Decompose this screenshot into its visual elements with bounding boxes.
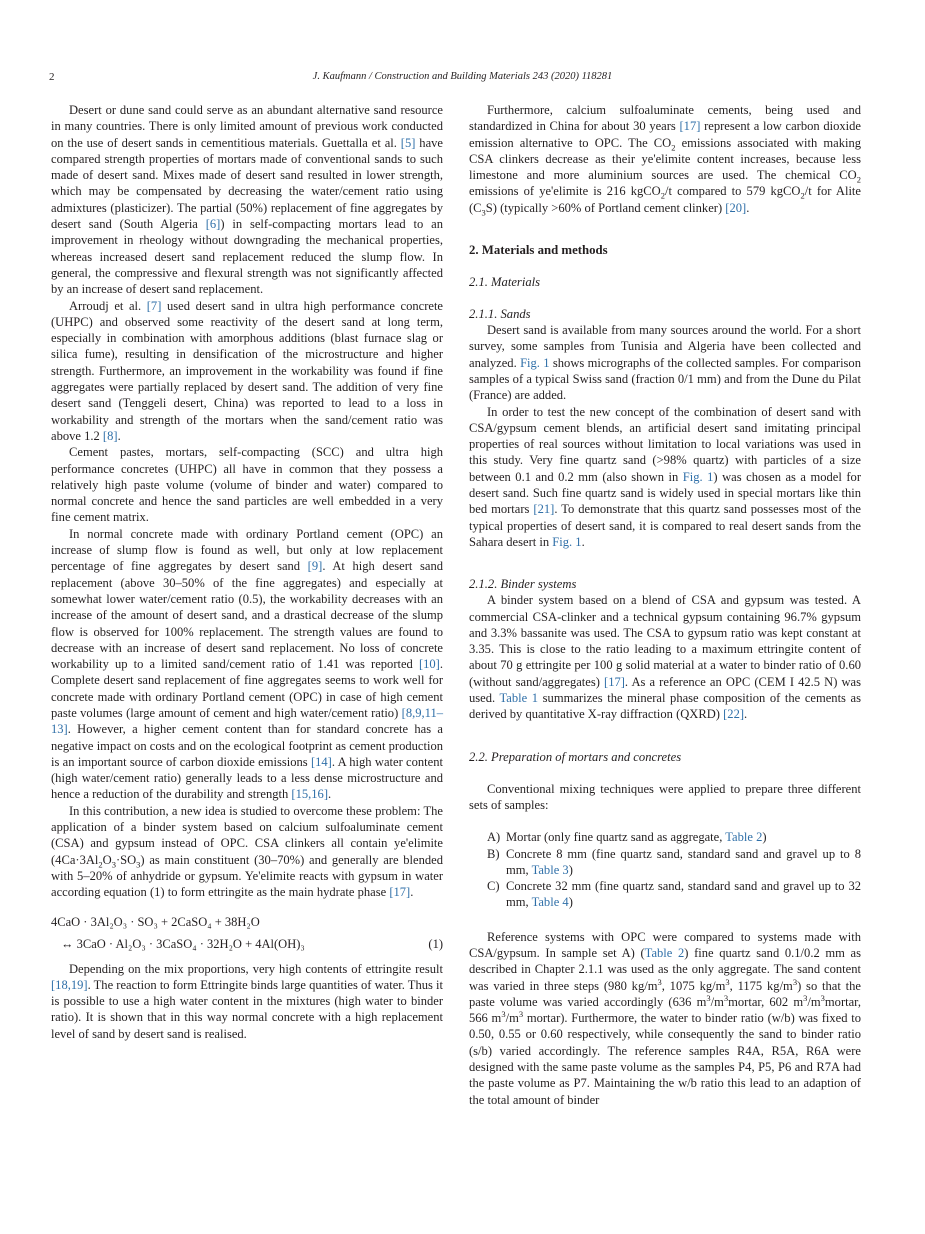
equation-1	[51, 911, 443, 955]
equation-line: ↔ 3CaO · Al₂O₃ · 3CaSO₄ · 32H₂O + 4Al(OH)₃	[61, 936, 305, 951]
citation-link[interactable]: [10]	[418, 657, 440, 672]
paragraph: Reference systems with OPC were compared to systems made with CSA/gypsum. In sample set A) (Table 2) fine quartz sand 0.1/0.2 mm as described in Chapter 2.1.1 was used as the only aggregate. The sand content was varied in three steps (980 $kg/m^3$, 1075 $kg/m^3$, 1175 $kg/m^3$) so that the paste volume was varied accordingly (636 $m^3/m^3mortar$, 602 $m^3/m^3mortar$, 566 $m^3/m^3$ mortar). Furthermore, the water to binder ratio (w/b) was fixed to 0.50, 0.55 or 0.60 respectively, while consequently the sand to binder ratio (s/b) varied accordingly. The reference samples R4A, R5A, R6A were designed with the same paste volume as the samples P4, P5, P6 and R7A had the paste volume as P7. Maintaining the w/b ratio this lead to an adaption of the total amount of binder	[469, 929, 862, 1107]
citation-link[interactable]: [5]	[400, 135, 416, 150]
subsubsection-heading: 2.1.1. Sands	[469, 307, 531, 322]
section-heading: 2. Materials and methods	[469, 243, 608, 258]
figure-link[interactable]: Fig. 1	[552, 534, 582, 549]
table-link[interactable]: Table 4	[531, 895, 569, 910]
table-link[interactable]: Table 1	[499, 691, 539, 706]
subsection-heading: 2.2. Preparation of mortars and concretes	[469, 749, 682, 764]
citation-link[interactable]: [7]	[146, 298, 162, 313]
list-item: C) Concrete 32 mm (fine quartz sand, standard sand and gravel up to 32 mm, Table 4)	[487, 879, 861, 910]
citation-link[interactable]: [17]	[604, 674, 625, 689]
paragraph: Furthermore, calcium sulfoaluminate cements, being used and standardized in China for about 30 years [17] represent a low carbon dioxide emission alternative to OPC. The $CO_2$ emissions associated with making CSA clinkers decrease as their ye'elimite content increases, because less limestone and more aluminium sources are used. The chemical $CO_2$ emissions of ye'elimite is 216 kgCO$_2$/t compared to 579 kgCO$_2$/t for Alite $(C_3S)$ (typically >60% of Portland cement clinker) [20].	[469, 103, 861, 218]
citation-link[interactable]: [8,9,11–13]	[51, 705, 443, 737]
citation-link[interactable]: [9]	[307, 559, 323, 574]
paragraph: In normal concrete made with ordinary Portland cement (OPC) an increase of slump flow is found as well, but only at low replacement percentage of fine aggregates by desert sand [9]. At high desert sand replacement (above 30–50% of the fine aggregates) and especially at somewhat lower water/cement ratio (0.5), the workability decreases with an increase of the amount of desert sand, and a drastical decrease of the slump flow is observed for 100% replacement. The strength values are found to decrease with an increase of desert sand replacement. No loss of concrete workability up to a limited sand/cement ratio of 1.41 was reported [10]. Complete desert sand replacement of fine aggregates seems to work well for concrete made with ordinary Portland cement (OPC) in case of high cement paste volumes (large amount of cement and high water/cement ratio) [8,9,11–13]. However, a higher cement content than for standard concrete has a negative impact on costs and on the ecological footprint as cement production is an important source of carbon dioxide emissions [14]. A high water content (high water/cement ratio) generally leads to a less dense microstructure and hence a reduction of the durability and strength [15,16].	[51, 526, 443, 802]
sample-set-list	[469, 829, 861, 910]
subsubsection-heading: 2.1.2. Binder systems	[469, 577, 577, 592]
citation-link[interactable]: [6]	[205, 217, 221, 232]
citation-link[interactable]: [14]	[310, 754, 332, 769]
table-link[interactable]: Table 3	[531, 862, 569, 877]
citation-link[interactable]: [8]	[102, 428, 118, 443]
table-link[interactable]: Table 2	[644, 945, 685, 960]
left-column	[51, 102, 443, 1042]
subsection-heading: 2.1. Materials	[469, 275, 541, 290]
paragraph: Arroudj et al. [7] used desert sand in ultra high performance concrete (UHPC) and observed some reactivity of the desert sand at long term, especially in combination with amorphous additions (blast furnace slag or silica fume), resulting in densification of the microstructure and higher strength. Furthermore, an improvement in the workability was found if fine aggregates were partially replaced by desert sand. The addition of very fine desert sand (Tenggeli desert, China) was reported to lead to a loss in workability and strength of the mortars when the sand/cement ratio was above 1.2 [8].	[51, 298, 443, 443]
equation-line: 4CaO · 3Al₂O₃ · SO₃ + 2CaSO₄ + 38H₂O	[51, 914, 260, 929]
paragraph: Desert sand is available from many sources around the world. For a short survey, some samples from Tunisia and Algeria have been collected and analyzed. Fig. 1 shows micrographs of the collected samples. For comparison samples of a typical Swiss sand (fraction 0/1 mm) and from the Dune du Pilat (France) are added.	[469, 323, 861, 403]
paragraph: Cement pastes, mortars, self-compacting (SCC) and ultra high performance concretes (UHPC) all have in common that they possess a relatively high paste volume (volume of binder and water) compared to normal concrete and hence the sand particles are well embedded in a very fine cement matrix.	[51, 445, 443, 525]
figure-link[interactable]: Fig. 1	[520, 355, 550, 370]
citation-link[interactable]: [22]	[723, 707, 745, 722]
list-item: A) Mortar (only fine quartz sand as aggregate, Table 2)	[487, 830, 767, 845]
table-link[interactable]: Table 2	[725, 830, 763, 845]
paragraph: A binder system based on a blend of CSA and gypsum was tested. A commercial CSA-clinker and a technical gypsum containing 96.7% gypsum and 3.3% bassanite was used. The CSA to gypsum ratio was kept constant at 3.35. This is close to the ratio leading to a maximum ettringite content of about 70 g ettringite per 100 g solid material at a water to binder ratio of 0.60 (without sand/aggregates) [17]. As a reference an OPC (CEM I 42.5 N) was used. Table 1 summarizes the mineral phase composition of the cements as derived by quantitative X-ray diffraction (QXRD) [22].	[469, 593, 861, 722]
equation-number: (1)	[428, 936, 443, 951]
paragraph: Desert or dune sand could serve as an abundant alternative sand resource in many countries. There is only limited amount of previous work conducted on the use of desert sands in cementitious materials. Guettalla et al. [5] have compared strength properties of mortars made of conventional sands to such made of desert sand. Mixes made of desert sand resulted in lower strength, which may be compensated by decreasing the water/cement ratio using admixtures (plasticizer). The partial (50%) replacement of fine aggregates by desert sand (South Algeria [6]) in self-compacting mortars lead to an improvement in rheology without downgrading the mechanical properties, whereas increased desert sand replacement reduced the slump flow. In general, the compressive and flexural strength was not significantly affected by an increase of desert sand replacement.	[51, 103, 443, 297]
paragraph: Depending on the mix proportions, very high contents of ettringite result [18,19]. The reaction to form Ettringite binds large quantities of water. Thus it is possible to use a high water content in the mixtures (high water to binder ratio). It is shown that in this way normal concrete with a high replacement level of sand by desert sand is realised.	[51, 961, 444, 1041]
right-column	[469, 102, 861, 1108]
list-item: B) Concrete 8 mm (fine quartz sand, standard sand and gravel up to 8 mm, Table 3)	[487, 846, 861, 877]
paragraph: In this contribution, a new idea is studied to overcome these problem: The application of a binder system based on calcium sulfoaluminate cement (CSA) and gypsum instead of OPC. CSA clinkers all contain ye'elimite $(4Ca\cdot 3Al_2O_3\cdot SO_3)$ as main constituent (30–70%) and generally are blended with 5–20% of anhydride or gypsum. Ye'elimite reacts with gypsum in water according equation (1) to form ettringite as the main hydrate phase [17].	[51, 803, 443, 900]
citation-link[interactable]: [21]	[533, 502, 555, 517]
citation-link[interactable]: [18,19]	[51, 977, 88, 992]
citation-link[interactable]: [20]	[725, 200, 747, 215]
running-head: J. Kaufmann / Construction and Building Materials 243 (2020) 118281	[312, 71, 613, 82]
paragraph: Conventional mixing techniques were applied to prepare three different sets of samples:	[469, 781, 861, 812]
paragraph: In order to test the new concept of the combination of desert sand with CSA/gypsum cement blends, an artificial desert sand imitating principal properties of real sources without limitation to local variations was used in this study. Very fine quartz sand (>98% quartz) with particles of a size between 0.1 and 0.2 mm (also shown in Fig. 1) was chosen as a model for desert sand. Such fine quartz sand is widely used in special mortars like thin bed mortars [21]. To demonstrate that this quartz sand possesses most of the typical properties of desert sand, it is compared to real desert sands from the Sahara desert in Fig. 1.	[469, 404, 861, 549]
citation-link[interactable]: [17]	[679, 119, 701, 134]
page-number: 2	[49, 71, 55, 83]
figure-link[interactable]: Fig. 1	[682, 469, 714, 484]
citation-link[interactable]: [15,16]	[291, 787, 328, 802]
citation-link[interactable]: [17]	[389, 885, 411, 900]
